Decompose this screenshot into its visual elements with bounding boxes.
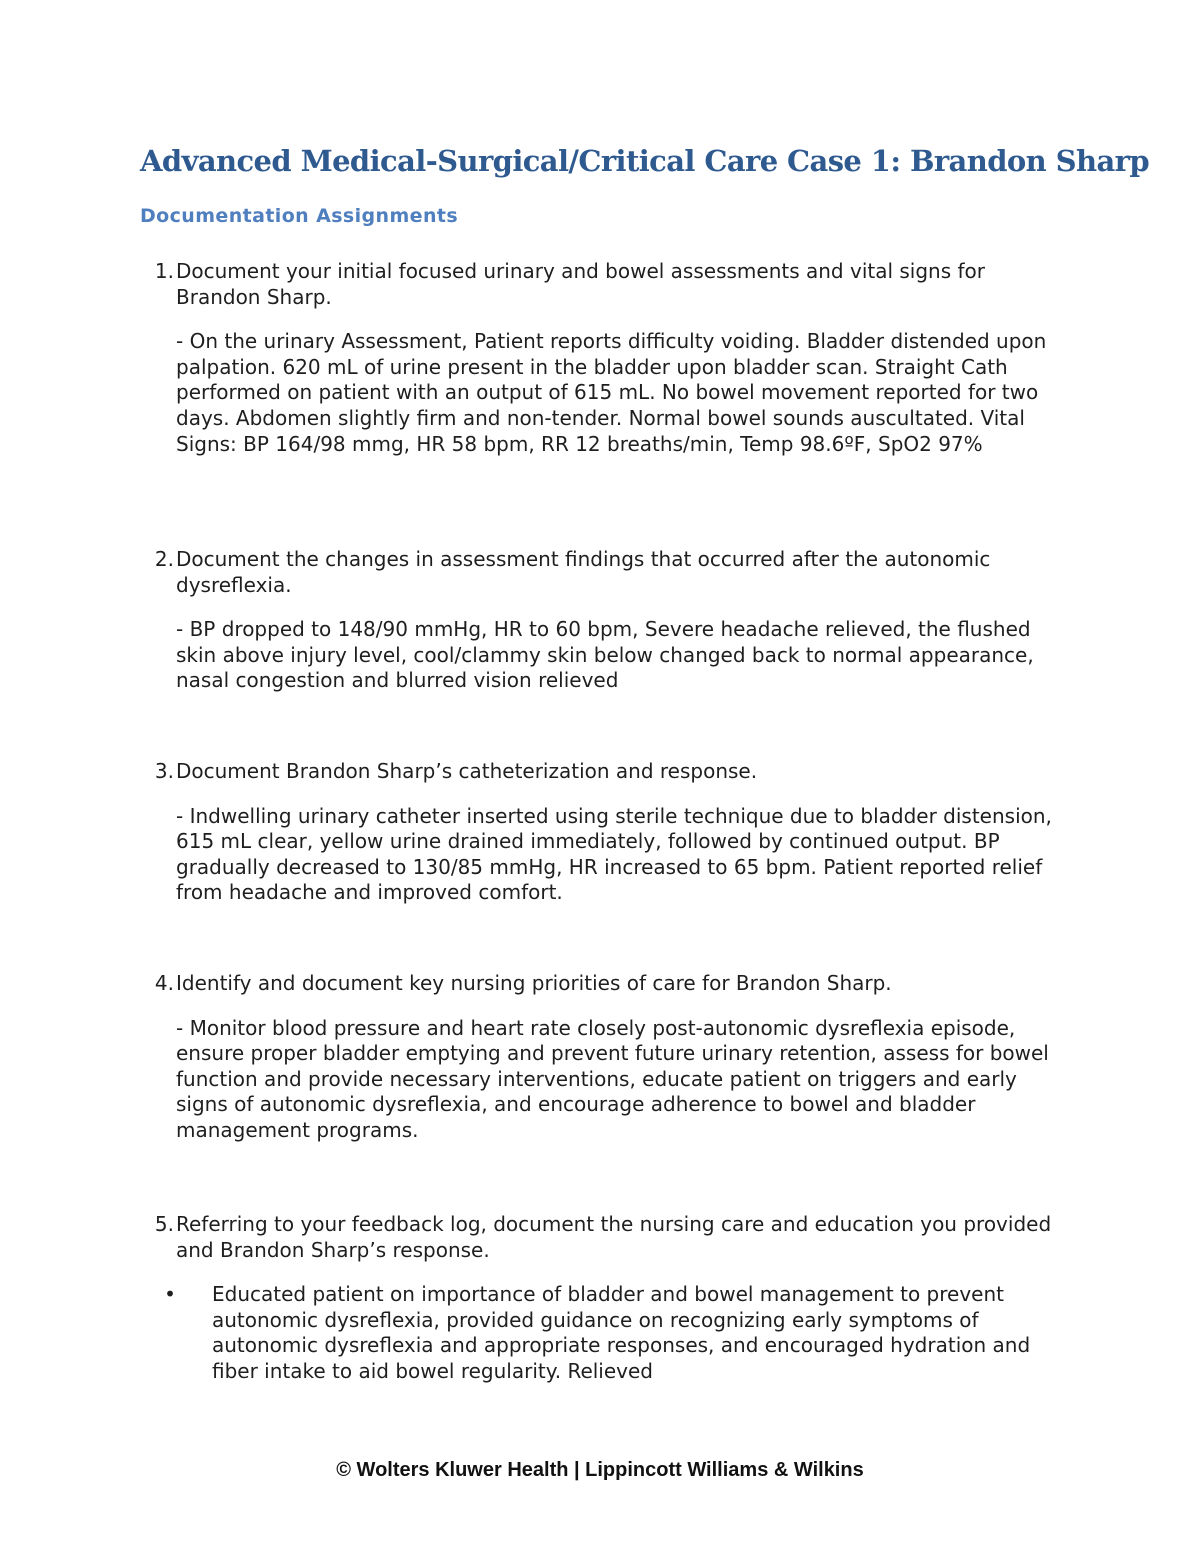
item-number: 4. [154, 971, 174, 995]
item-answer: - On the urinary Assessment, Patient reports difficulty voiding. Bladder distended upon palpation. 620 mL of urine present in the bladder upon bladder scan. Straight Cath performed on patient with an output of 615 mL. No bowel movement reported for two days. Abdomen slightly firm and non-tender. Normal bowel sounds auscultated. Vital Signs: BP 164/98 mmg, HR 58 bpm, RR 12 breaths/min, Temp 98.6ºF, SpO2 97% [176, 329, 1047, 456]
bullet-text: Educated patient on importance of bladder and bowel management to prevent autonomic dysreflexia, provided guidance on recognizing early symptoms of autonomic dysreflexia and appropriate responses, and encouraged hydration and fiber intake to aid bowel regularity. Relieved [212, 1282, 1031, 1383]
item-question: Document Brandon Sharp’s catheterization and response. [176, 759, 758, 783]
item-number: 5. [154, 1212, 174, 1236]
assignment-item-2 [140, 547, 1070, 694]
item-question: Identify and document key nursing priorities of care for Brandon Sharp. [176, 971, 892, 995]
page-title: Advanced Medical-Surgical/Critical Care Case 1: Brandon Sharp [140, 144, 1150, 178]
item-answer: - BP dropped to 148/90 mmHg, HR to 60 bpm, Severe headache relieved, the flushed skin above injury level, cool/clammy skin below changed back to normal appearance, nasal congestion and blurred vision relieved [176, 617, 1034, 693]
item-number: 2. [154, 547, 174, 571]
item-question: Referring to your feedback log, document the nursing care and education you provided and Brandon Sharp’s response. [176, 1212, 1052, 1262]
assignment-item-1 [140, 259, 1070, 457]
item-number: 1. [154, 259, 174, 283]
assignment-item-5 [140, 1212, 1070, 1385]
item-answer: - Indwelling urinary catheter inserted using sterile technique due to bladder distension, 615 mL clear, yellow urine drained immediately, followed by continued output. BP gradually decreased to 130/85 mmHg, HR increased to 65 bpm. Patient reported relief from headache and improved comfort. [176, 803, 1052, 905]
assignment-item-4 [140, 971, 1070, 1144]
item-question: Document your initial focused urinary and bowel assessments and vital signs for Brandon Sharp. [176, 259, 986, 309]
item-question: Document the changes in assessment findings that occurred after the autonomic dysreflexia. [176, 547, 991, 597]
bullet-icon: • [164, 1282, 176, 1307]
footer-copyright: © Wolters Kluwer Health | Lippincott Williams & Wilkins [336, 1459, 864, 1481]
item-number: 3. [154, 759, 174, 783]
bullet-list-item [140, 1282, 1070, 1384]
section-subtitle: Documentation Assignments [140, 205, 459, 227]
assignment-item-3 [140, 759, 1070, 906]
item-answer: - Monitor blood pressure and heart rate closely post-autonomic dysreflexia episode, ensure proper bladder emptying and prevent future urinary retention, assess for bowel function and provide necessary interventions, educate patient on triggers and early signs of autonomic dysreflexia, and encourage adherence to bowel and bladder management programs. [176, 1015, 1049, 1142]
